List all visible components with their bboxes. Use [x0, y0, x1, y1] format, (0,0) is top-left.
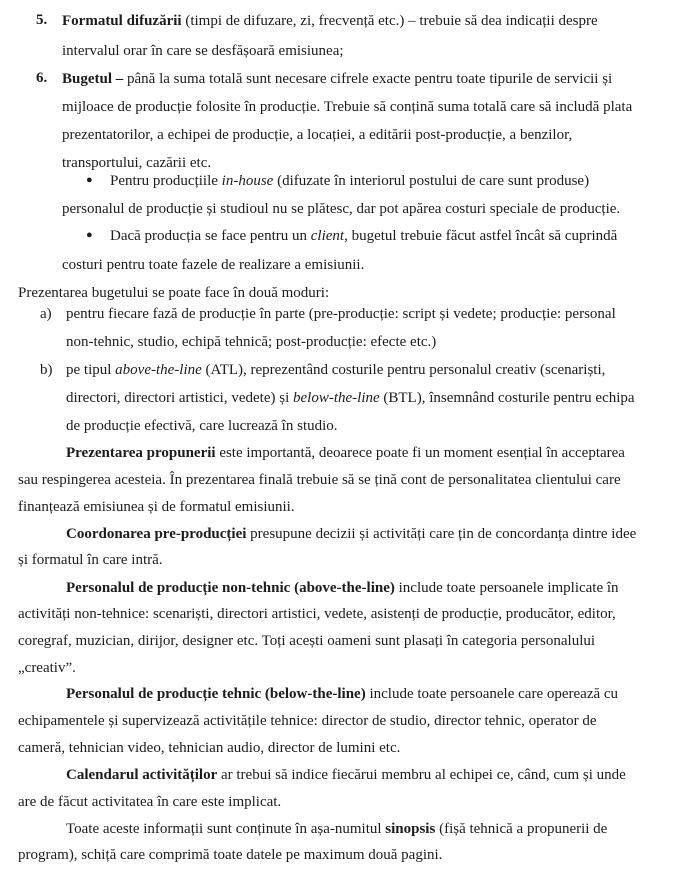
bullet-dot-icon: ●	[86, 174, 93, 186]
sinopsis-text-end: (fișă tehnică a propunerii de	[435, 821, 608, 837]
bullet-1-line-2: personalul de producție și studioul nu se plătesc, dar pot apărea costuri speciale de producție.	[62, 201, 621, 217]
tehnic-line-1	[66, 685, 618, 703]
option-b-line-2	[66, 389, 635, 407]
budget-intro: Prezentarea bugetului se poate face în două moduri:	[18, 285, 330, 301]
item-6-number: 6.	[36, 70, 48, 86]
item-5-line-2: intervalul orar în care se desfășoară emisiunea;	[62, 43, 344, 59]
bullet-1-emphasis: in-house	[221, 173, 274, 189]
option-b-text: pe tipul	[66, 362, 116, 378]
calendar-heading: Calendarul activităților	[66, 767, 218, 783]
coordonare-line-2: și formatul în care intră.	[18, 552, 163, 568]
prezentare-line-1	[66, 444, 625, 462]
nontehnic-line-2: activități non-tehnice: scenariști, directori artistici, vedete, asistenți de producție, producător, editor,	[18, 606, 616, 622]
nontehnic-line-1	[66, 579, 619, 597]
option-b-text-2-end: (BTL), însemnând costurile pentru echipa	[379, 390, 635, 406]
bullet-1-text-end: (difuzate în interiorul postului de care sunt produse)	[273, 173, 590, 189]
bullet-1-text: Pentru producțiile	[110, 173, 222, 189]
tehnic-heading: Personalul de producție tehnic (below-the-line)	[66, 686, 366, 702]
item-6-text: până la suma totală sunt necesare cifrele exacte pentru toate tipurile de servicii și	[123, 71, 613, 87]
prezentare-line-2: sau respingerea acesteia. În prezentarea finală trebuie să se țină cont de personalitatea clientului care	[18, 472, 621, 488]
item-6-line-2: mijloace de producție folosite în producție. Trebuie să conțină suma totală care să includă plata	[62, 99, 633, 115]
option-b-letter: b)	[40, 362, 53, 378]
bullet-2-line-2: costuri pentru toate fazele de realizare a emisiunii.	[62, 257, 365, 273]
item-5-number: 5.	[36, 12, 48, 28]
sinopsis-line-1	[66, 820, 607, 838]
coordonare-line-1	[66, 525, 636, 543]
bullet-dot-icon: ●	[86, 229, 93, 241]
item-5-title: Formatul difuzării	[62, 13, 182, 29]
option-b-text-2: directori, directori artistici, vedete) și	[66, 390, 293, 406]
bullet-1-line-1	[110, 172, 589, 190]
sinopsis-line-2: program), schiță care comprimă toate datele pe maximum două pagini.	[18, 847, 443, 863]
tehnic-line-3: cameră, tehnician video, tehnician audio, director de lumini etc.	[18, 740, 401, 756]
calendar-line-2: are de făcut activitatea în care este implicat.	[18, 794, 282, 810]
option-a-letter: a)	[40, 306, 52, 322]
nontehnic-line-4: „creativ”.	[18, 660, 76, 676]
sinopsis-term: sinopsis	[385, 821, 436, 837]
bullet-2-text-end: , bugetul trebuie făcut astfel încât să cuprindă	[344, 228, 618, 244]
bullet-2-line-1	[110, 227, 617, 245]
bullet-2-emphasis: client	[310, 228, 345, 244]
option-a-line-2: non-tehnic, studio, echipă tehnică; post-producție: efecte etc.)	[66, 334, 437, 350]
option-b-btl-term: below-the-line	[293, 390, 380, 406]
nontehnic-text: include toate persoanele implicate în	[394, 580, 619, 596]
item-6-line-3: prezentatorilor, a echipei de producție, a locației, a editării post-producție, a benzilor,	[62, 127, 573, 143]
coordonare-text: presupune decizii și activități care țin de concordanța dintre idee	[246, 526, 637, 542]
item-5-line-1	[62, 12, 598, 30]
coordonare-heading: Coordonarea pre-producției	[66, 526, 247, 542]
option-b-atl-term: above-the-line	[115, 362, 202, 378]
item-6-title: Bugetul –	[62, 71, 124, 87]
prezentare-heading: Prezentarea propunerii	[66, 445, 216, 461]
item-6-line-1	[62, 70, 612, 88]
nontehnic-line-3: coregraf, muzician, dirijor, designer etc. Toți acești oameni sunt plasați în categoria personalului	[18, 633, 596, 649]
nontehnic-heading: Personalul de producție non-tehnic (above-the-line)	[66, 580, 395, 596]
tehnic-text: include toate persoanele care operează cu	[365, 686, 619, 702]
option-a-line-1: pentru fiecare fază de producție în parte (pre-producție: script și vedete; producție: personal	[66, 306, 616, 322]
option-b-line-3: de producție efectivă, care lucrează în studio.	[66, 418, 338, 434]
sinopsis-text: Toate aceste informații sunt conținute în așa-numitul	[66, 821, 386, 837]
tehnic-line-2: echipamentele și supervizează activitățile tehnice: director de studio, director tehnic, operator de	[18, 713, 597, 729]
calendar-text: ar trebui să indice fiecărui membru al echipei ce, când, cum și unde	[217, 767, 626, 783]
item-6-line-4: transportului, cazării etc.	[62, 155, 212, 171]
option-b-text-mid: (ATL), reprezentând costurile pentru personalul creativ (scenariști,	[201, 362, 606, 378]
item-5-text: (timpi de difuzare, zi, frecvență etc.) – trebuie să dea indicații despre	[181, 13, 598, 29]
calendar-line-1	[66, 766, 626, 784]
bullet-2-text: Dacă producția se face pentru un	[110, 228, 311, 244]
prezentare-text: este importantă, deoarece poate fi un moment esențial în acceptarea	[215, 445, 625, 461]
option-b-line-1	[66, 361, 605, 379]
prezentare-line-3: finanțează emisiunea și de formatul emisiunii.	[18, 499, 295, 515]
